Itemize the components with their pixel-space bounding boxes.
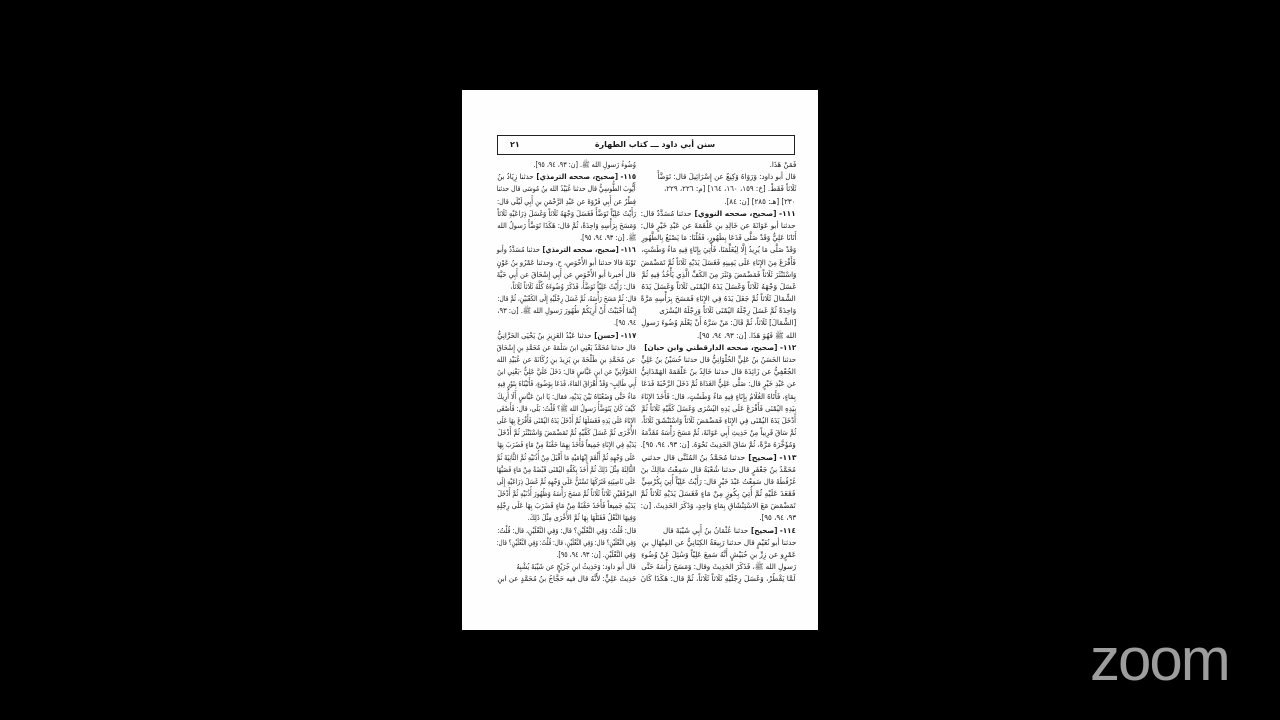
line-content <box>497 208 636 220</box>
line-text: ٢٣٠] [هـ: ٢٨٥] [ن: ٨٤]. <box>724 196 796 206</box>
line-text: الإِنَاءَ عَلَى يَدِهِ فَغَسَلَهَا ثُمَّ أَدْخَلَ يَدَهُ اليُمْنَى فَأَفْرَغَ بِهَا عَلَى <box>497 415 636 425</box>
line-text: إِنَّمَا أَحْبَبْتُ أَنْ أُرِيَكُمْ طُهُورَ رَسولِ الله ﷺ. [ن: ٩٣، <box>496 306 636 316</box>
text-line <box>641 354 796 366</box>
text-line <box>641 330 796 342</box>
line-content <box>497 415 636 427</box>
line-text: وَاحِدَةً ثُمَّ غَسَلَ رِجْلَهُ اليُمْنَى ثَلَاثاً وَرِجْلَهُ اليُسْرَى <box>659 306 796 316</box>
text-line <box>497 208 636 220</box>
line-content <box>641 354 796 366</box>
line-content <box>497 500 636 512</box>
line-content <box>641 476 796 488</box>
text-line <box>641 439 796 451</box>
text-line <box>497 549 636 561</box>
line-content <box>641 342 796 354</box>
text-line <box>641 573 796 585</box>
line-content <box>641 439 796 451</box>
line-text: الأُخْرَى ثُمَّ غَسَلَ كَفَّيْهِ ثُمَّ تَمَضْمَضَ وَاسْتَنْثَرَ ثُمَّ أَدْخَلَ <box>496 428 636 438</box>
line-content <box>641 403 796 415</box>
line-text: الله ﷺ فَهُوَ هَذَا. [ن: ٩٣، ٩٤، ٩٥]. <box>696 330 796 340</box>
text-line <box>641 537 796 549</box>
line-text: حَدِيثَ عَلِيٍّ: لأَنَّهُ قال فيه حَجَّاجُ بنُ مُحَمَّدٍ عن ابنِ <box>497 574 636 584</box>
line-content <box>497 244 636 256</box>
text-line <box>497 439 636 451</box>
line-text: ﷺ. [ن: ٩٣، ٩٤، ٩٥]. <box>579 233 636 243</box>
line-text: ثَلَاثاً فَقَطْ. [خ: ١٥٩، ١٦٠، ١٦٤] [م: ٢٢٦، ٢٢٩، <box>663 184 796 194</box>
text-line <box>641 549 796 561</box>
line-content <box>663 525 796 537</box>
line-text: الجُعْفِيُّ عن زَائِدَةَ قال حدثنا خَالِدُ بنُ عَلْقَمَةَ الهَمْدَانِيُّ <box>640 367 796 377</box>
line-content <box>497 269 636 281</box>
line-text: تَوْبَةَ قالا حدثنا أبو الأَحْوَصِ، ح، وحدثنا عَمْرُو بنُ عَوْنٍ <box>497 257 636 267</box>
line-content <box>641 220 796 232</box>
text-line <box>641 171 796 183</box>
line-content <box>641 573 796 585</box>
text-line <box>497 476 636 488</box>
line-content <box>497 427 636 439</box>
line-content <box>497 257 636 269</box>
text-line <box>497 464 636 476</box>
line-text: عن مُحَمَّدِ بنِ طَلْحَةَ بنِ يَزِيدَ بنِ رُكَانَةَ عن عُبَيْدِ الله <box>497 355 636 364</box>
line-text: يَدَيْهِ فِي الإِنَاءِ جَمِيعاً فَأَخَذَ بِهِمَا حَفْنَةً مِنْ مَاءٍ فَضَرَبَ بِهَا <box>497 440 636 450</box>
line-content <box>659 305 796 317</box>
line-text: رَأَيْتُ عَلِيّاً تَوَضَّأَ فَغَسَلَ وَجْهَهُ ثَلَاثاً وَغَسَلَ ذِرَاعَيْهِ ثَلَاثاً <box>496 208 636 218</box>
text-line <box>497 220 636 232</box>
zoom-logo: zoom <box>1090 626 1229 693</box>
line-content <box>641 452 796 464</box>
text-line <box>641 269 796 281</box>
line-content <box>641 281 796 293</box>
line-text: وَفِي النَّعْلَيْنِ. [ن: ٩٣، ٩٤، ٩٥]. <box>556 550 636 559</box>
line-content <box>641 208 796 220</box>
line-content <box>497 330 636 342</box>
page-number: ٢١ <box>510 140 520 149</box>
line-text: وَفِيهَا النَّعْلُ فَفَتَلَهَا بِهَا ثُمَّ الأُخْرَى مِثْلَ ذَلِكَ. <box>527 513 636 523</box>
line-content <box>497 573 636 585</box>
line-text: غَسَلَ وَجْهَهُ ثَلَاثاً وَغَسَلَ يَدَهُ اليُمْنَى ثَلَاثاً وَغَسَلَ يَدَهُ <box>640 281 796 291</box>
line-content <box>497 378 636 390</box>
line-text: حدثنا مُحَمَّدُ بنُ المُثَنَّى قال حدثني <box>640 452 745 462</box>
line-text: قال أخبرنا أبو الأَحْوَصِ عن أَبِي إِسْحَاقَ عن أَبِي حَيَّةَ <box>497 269 636 279</box>
text-line <box>641 293 796 305</box>
line-content <box>497 305 636 317</box>
line-text: وَمُؤَخَّرَهُ مَرَّةً، ثُمَّ سَاقَ الحَدِيثَ نَحْوَهُ. [ن: ٩٣، ٩٤، ٩٥]. <box>640 440 796 450</box>
line-content <box>497 293 636 305</box>
line-text: عَلَى نَاصِيَتِهِ فَتَرَكَهَا تَسْتَنُّ عَلَى وَجْهِهِ ثُمَّ غَسَلَ ذِرَاعَيْهِ إِلَى <box>497 476 636 486</box>
line-text: تَمَضْمَضَ مَعَ الاسْتِنْشَاقِ بِمَاءٍ وَاحِدٍ، وَذَكَرَ الحَدِيثَ. [ن: <box>641 501 796 511</box>
text-line <box>497 561 636 573</box>
line-content <box>497 196 636 208</box>
line-content <box>641 488 796 500</box>
text-line <box>641 512 796 524</box>
line-text: وَمَسَحَ بِرَأْسِهِ وَاحِدَةً، ثُمَّ قال: هَكَذَا تَوَضَّأَ رَسولُ الله <box>497 220 636 230</box>
line-content <box>769 159 796 171</box>
text-line <box>641 305 796 317</box>
text-line <box>497 403 636 415</box>
line-content <box>497 183 636 195</box>
line-content <box>497 391 636 403</box>
text-line <box>641 257 796 269</box>
line-text: وَقَدْ صَلَّى مَا يُرِيدُ إِلَّا لِيُعَلِّمَنَا، فَأُتِيَ بِإِنَاءٍ فِيهِ مَاءٌ وَطَسْتٍ، <box>640 245 796 255</box>
line-text: فَقَعَدَ عَلَيْهِ ثُمَّ أُتِيَ بِكُوزٍ مِنْ مَاءٍ فَغَسَلَ يَدَيْهِ ثَلَاثاً ثُمَّ <box>640 489 796 499</box>
text-line <box>497 427 636 439</box>
text-line <box>497 257 636 269</box>
line-text: ٩٣، ٩٤، ٩٥]. <box>759 513 796 523</box>
text-line <box>497 244 636 256</box>
line-text: قال: رَأَيْتُ عَلِيّاً تَوَضَّأَ، فَذَكَرَ وُضُوءَهُ كُلَّهُ ثَلَاثاً ثَلَاثاً، <box>510 281 636 291</box>
line-content <box>641 269 796 281</box>
line-content <box>641 464 796 476</box>
text-line <box>641 281 796 293</box>
line-content <box>657 171 796 183</box>
hadith-heading: ١١٦- [صحيح، صححه الترمذي] <box>542 245 636 255</box>
document-page <box>462 90 818 630</box>
line-text: فِطْرٌ عن أَبِي فَرْوَةَ عن عَبْدِ الرَّحْمَنِ بنِ أَبِي لَيْلَى قال: <box>496 196 636 206</box>
line-content <box>534 159 636 171</box>
line-text: حدثنا عُثْمَانُ بنُ أَبِي شَيْبَةَ قال <box>663 525 749 535</box>
text-line <box>641 208 796 220</box>
line-text: قال: ثُمَّ مَسَحَ رَأْسَهُ، ثُمَّ غَسَلَ رِجْلَيْهِ إِلَى الكَعْبَيْنِ، ثُمَّ قال: <box>496 294 636 304</box>
line-text: فَأَفْرَغَ مِنَ الإِنَاءِ عَلَى يَمِينِهِ فَغَسَلَ يَدَيْهِ ثَلَاثاً ثُمَّ تَمَضْمَضَ <box>641 257 796 267</box>
text-line <box>641 232 796 244</box>
line-text: وُضُوءُ رَسولِ الله ﷺ. [ن: ٩٣، ٩٤، ٩٥]. <box>533 160 636 169</box>
text-line <box>497 354 636 366</box>
text-line <box>497 317 636 329</box>
line-content <box>528 512 636 524</box>
text-line <box>497 500 636 512</box>
text-line <box>641 500 796 512</box>
text-line <box>641 391 796 403</box>
text-line <box>497 342 636 354</box>
line-text: رَسولِ الله ﷺ، فَذَكَرَ الحَدِيثَ وقال: وَمَسَحَ رَأْسَهُ حَتَّى <box>641 562 796 572</box>
line-text: عَمْرٍو عن زِرِّ بنِ حُبَيْشٍ أَنَّهُ سَمِعَ عَلِيّاً وَسُئِلَ عَنْ وُضُوءِ <box>640 550 796 559</box>
line-content <box>497 488 636 500</box>
line-text: حدثنا عَبْدُ العَزِيزِ بنُ يَحْيَى الحَرَّانِيُّ <box>496 330 592 340</box>
text-line <box>497 281 636 293</box>
line-content <box>580 232 636 244</box>
text-line <box>641 561 796 573</box>
line-text: أَتَانَا عَلِيٌّ وَقَدْ صَلَّى فَدَعَا بِطَهُورٍ، فَقُلْنَا: مَا يَصْنَعُ بِالطَّهُورِ <box>640 233 796 243</box>
text-line <box>497 171 636 183</box>
text-line <box>641 403 796 415</box>
line-content <box>641 317 796 329</box>
hadith-heading: ١١١- [صحيح، صححه النووي] <box>694 208 796 218</box>
text-line <box>497 269 636 281</box>
line-content <box>497 366 636 378</box>
line-content <box>497 354 636 366</box>
line-content <box>497 342 636 354</box>
text-line <box>641 366 796 378</box>
text-line <box>641 244 796 256</box>
line-content <box>497 439 636 451</box>
line-text: قال حدثنا مُحَمَّدٌ يَعْنِي ابنَ سَلَمَةَ عن مُحَمَّدِ بنِ إِسْحَاقَ <box>497 342 636 352</box>
line-text: الشِّمَالَ ثَلَاثاً ثُمَّ جَعَلَ يَدَهُ فِي الإِنَاءِ فَمَسَحَ بِرَأْسِهِ مَرَّةً <box>641 294 796 304</box>
hadith-heading: ١١٧- [حسن] <box>593 330 636 340</box>
text-line <box>641 342 796 354</box>
text-line <box>497 512 636 524</box>
text-line <box>497 183 636 195</box>
line-content <box>641 244 796 256</box>
line-content <box>641 427 796 439</box>
text-line <box>497 159 636 171</box>
line-text: عَلَى وَجْهِهِ ثُمَّ أَلْقَمَ إِبْهَامَيْهِ مَا أَقْبَلَ مِنْ أُذُنَيْهِ ثُمَّ الثَّانِيَةَ ثُمَّ <box>496 452 636 462</box>
line-content <box>641 378 796 390</box>
hadith-heading: ١١٢- [صحيح، صححه الدارقطني وابن حبان] <box>643 342 796 352</box>
text-line <box>497 232 636 244</box>
line-content <box>497 220 636 232</box>
line-text: بِيَدِهِ اليُمْنَى فَأَفْرَغَ عَلَى يَدِهِ اليُسْرَى وَغَسَلَ كَفَّيْهِ ثَلَاثاً ثُمَّ <box>640 403 796 413</box>
text-line <box>497 378 636 390</box>
text-line <box>641 415 796 427</box>
text-line <box>497 488 636 500</box>
text-line <box>497 573 636 585</box>
line-text: كَيْفَ كَانَ يَتَوَضَّأُ رَسولُ الله ﷺ؟ قُلْتُ: بَلَى، قال: فَأَصْغَى <box>496 403 636 413</box>
running-title: سنن أبي داود ـــ كتاب الطهارة <box>594 140 716 149</box>
text-line <box>641 464 796 476</box>
line-content <box>497 464 636 476</box>
line-text: ثُمَّ سَاقَ قَرِيباً مِنْ حَدِيثِ أَبِي عَوَانَةَ، ثُمَّ مَسَحَ رَأْسَهُ مُقَدَّمَهُ <box>641 428 796 438</box>
line-text: أَيُّوبَ الطُّوسِيُّ قال حدثنا عُبَيْدُ الله بنُ مُوسَى قال حدثنا <box>496 184 636 194</box>
line-text: عُرْفُطَةَ قال سَمِعْتُ عَبْدَ خَيْرٍ قال: رَأَيْتُ عَلِيّاً أُتِيَ بِكُرْسِيٍّ <box>641 476 796 486</box>
line-text: مَاءٌ حَتَّى وَضَعْنَاهُ بَيْنَ يَدَيْهِ، فقال: يَا ابنَ عَبَّاسٍ أَلَا أُرِيكَ <box>496 391 636 401</box>
line-content <box>641 293 796 305</box>
text-line <box>497 366 636 378</box>
line-text: المِرْفَقَيْنِ ثَلَاثاً ثَلَاثاً ثُمَّ مَسَحَ رَأْسَهُ وَظُهُورَ أُذُنَيْهِ ثُمَّ أَدْخَلَ <box>497 489 636 499</box>
line-content <box>614 317 636 329</box>
text-line <box>497 196 636 208</box>
line-content <box>517 561 636 573</box>
line-content <box>697 330 796 342</box>
text-line <box>641 525 796 537</box>
text-line <box>641 183 796 195</box>
line-content <box>641 232 796 244</box>
line-content <box>497 525 636 537</box>
line-text: يَدَيْهِ جَمِيعاً فَأَخَذَ حَفْنَةً مِنْ مَاءٍ فَضَرَبَ بِهَا عَلَى رِجْلِهِ <box>497 501 636 511</box>
line-content <box>641 391 796 403</box>
text-line <box>641 378 796 390</box>
line-text: وَاسْتَنْثَرَ ثَلَاثاً فَمَضْمَضَ وَنَثَرَ مِنَ الكَفِّ الَّذِي يَأْخُذُ فِيهِ ثُمَّ <box>641 269 796 279</box>
hadith-heading: ١١٤- [صحيح] <box>751 525 796 535</box>
page-header-box <box>497 135 795 155</box>
line-text: ٩٤، ٩٥]. <box>613 318 636 328</box>
text-line <box>497 391 636 403</box>
line-text: [الشِّمَالَ] ثَلَاثاً، ثُمَّ قَالَ: مَنْ سَرَّهُ أَنْ يَعْلَمَ وُضُوءَ رَسولِ <box>640 318 796 328</box>
line-text: قال أبو داود: وَرَوَاهُ وَكِيعٌ عن إِسْرَائِيلَ قال: تَوَضَّأَ <box>657 172 796 182</box>
text-line <box>641 452 796 464</box>
line-text: وَفِي النَّعْلَيْنِ؟ قال: وَفِي النَّعْلَيْنِ، قال: قُلْتُ: وَفِي النَّعْلَيْنِ؟ قال: <box>497 537 636 547</box>
line-content <box>759 512 796 524</box>
left-text-column <box>497 159 636 586</box>
line-content <box>725 196 796 208</box>
text-line <box>641 196 796 208</box>
text-line <box>641 488 796 500</box>
line-text: حدثنا مُسَدَّدٌ وأبو <box>496 245 541 255</box>
text-line <box>497 415 636 427</box>
line-content <box>641 500 796 512</box>
text-line <box>641 159 796 171</box>
text-line <box>497 293 636 305</box>
text-line <box>641 427 796 439</box>
line-text: لَمَّا يَقْطُرْ، وَغَسَلَ رِجْلَيْهِ ثَلَاثاً ثَلَاثاً، ثُمَّ قال: هَكَذَا كَانَ <box>641 574 796 584</box>
line-content <box>557 549 636 561</box>
line-text: حدثنا الحَسَنُ بنُ عَلِيٍّ الحُلْوَانِيُّ قال حدثنا حُسَيْنُ بنُ عَلِيٍّ <box>640 355 796 364</box>
line-text: مُحَمَّدُ بنُ جَعْفَرٍ قال حدثنا شُعْبَةُ قال سَمِعْتُ مَالِكَ بنَ <box>641 464 796 474</box>
line-content <box>641 366 796 378</box>
line-content <box>641 561 796 573</box>
line-text: حدثنا مُسَدَّدٌ قال: <box>641 208 692 218</box>
hadith-heading: ١١٣- [صحيح] <box>747 452 796 462</box>
text-line <box>497 305 636 317</box>
line-content <box>497 403 636 415</box>
line-text: حدثنا زِيَادُ بنُ <box>497 172 534 182</box>
line-text: أَبِي طَالِبٍ- وَقَدْ أَهْرَاقَ المَاءَ، فَدَعَا بِوَضُوءٍ، فَأَتَيْنَاهُ بِتَوْرٍ فِيهِ <box>497 379 636 389</box>
right-text-column <box>641 159 796 586</box>
text-line <box>497 525 636 537</box>
text-line <box>497 330 636 342</box>
hadith-heading: ١١٥- [صحيح، صححه الترمذي] <box>536 172 636 182</box>
text-line <box>641 476 796 488</box>
line-content <box>641 415 796 427</box>
text-line <box>497 452 636 464</box>
line-text: بِمَاءٍ، فَأَتَاهُ الغُلَامُ بِإِنَاءٍ فِيهِ مَاءٌ وَطَسْتٍ، قال: فَأَخَذَ الإِنَاءَ <box>641 391 796 401</box>
line-content <box>664 183 796 195</box>
line-content <box>511 281 636 293</box>
line-content <box>497 537 636 549</box>
line-text: قال: قُلْتُ: وَفِي النَّعْلَيْنِ؟ قال: وَفِي النَّعْلَيْنِ، قال: قُلْتُ: <box>497 525 636 535</box>
line-content <box>641 257 796 269</box>
text-line <box>641 317 796 329</box>
line-content <box>497 476 636 488</box>
line-content <box>641 549 796 561</box>
line-text: فَمَنْ هَذَا. <box>769 160 796 169</box>
line-text: قال أبو داود: وَحَدِيثُ ابنِ جُرَيْجٍ عن شَيْبَةَ يُشْبِهُ <box>516 562 636 572</box>
line-text: حدثنا أبو نُعَيْمٍ قال حدثنا رَبِيعَةُ الكِنَانِيُّ عن المِنْهَالِ بنِ <box>640 537 796 547</box>
text-line <box>641 220 796 232</box>
line-text: الخَوْلَانِيِّ عن ابنِ عَبَّاسٍ قال: دَخَلَ عَلَيَّ عَلِيٌّ -يَعْنِي ابنَ <box>497 367 636 377</box>
text-line <box>497 537 636 549</box>
line-text: الثَّالِثَةَ مِثْلَ ذَلِكَ ثُمَّ أَخَذَ بِكَفِّهِ اليُمْنَى قَبْضَةً مِنْ مَاءٍ فَصَبَّهَا <box>496 464 636 474</box>
line-content <box>497 171 636 183</box>
line-content <box>497 452 636 464</box>
line-text: حدثنا أبو عَوَانَةَ عن خَالِدِ بنِ عَلْقَمَةَ عن عَبْدِ خَيْرٍ قال: <box>641 220 796 230</box>
line-text: عن عَبْدِ خَيْرٍ قال: صَلَّى عَلِيٌّ الغَدَاةَ ثُمَّ دَخَلَ الرَّحْبَةَ فَدَعَا <box>640 379 796 389</box>
line-content <box>641 537 796 549</box>
line-text: أَدْخَلَ يَدَهُ اليُمْنَى فِي الإِنَاءِ فَمَضْمَضَ ثَلَاثاً وَاسْتَنْشَقَ ثَلَاثاً، <box>641 415 796 425</box>
